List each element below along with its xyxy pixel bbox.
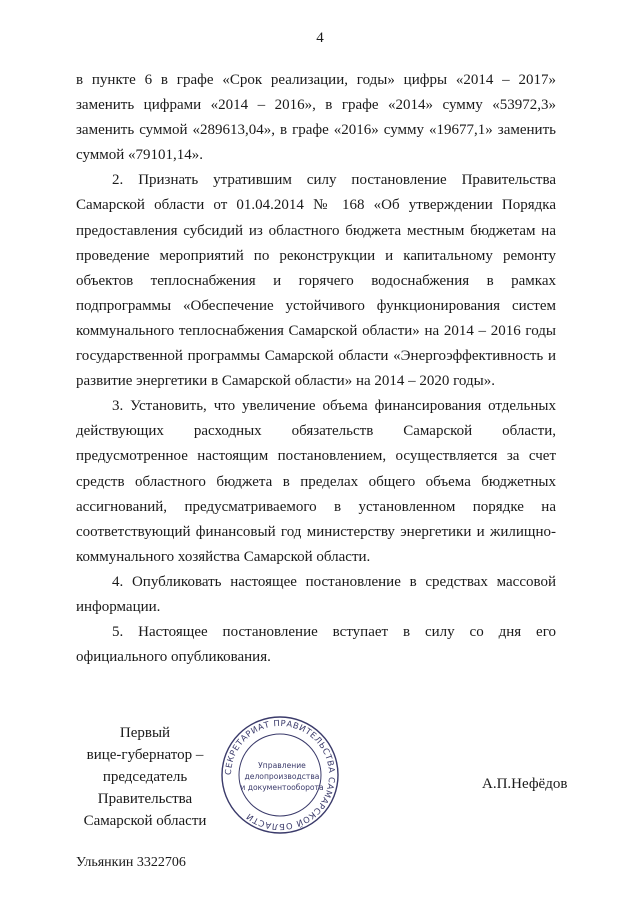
- paragraph-3: 3. Установить, что увеличение объема финансирования отдельных действующих расходных обязательств Самарской области, предусмотренное настоящим постановлением, осуществляется за счет средств областного бюджета в пределах общего объема бюджетных ассигнований, предусматриваемого в установленном порядке на соответствующий финансовый год министерству энергетики и жилищно-коммунального хозяйства Самарской области.: [76, 398, 556, 565]
- signer-title-line-4: Самарской области: [83, 813, 207, 829]
- paragraph-5: 5. Настоящее постановление вступает в силу со дня его официального опубликования.: [76, 624, 556, 666]
- document-body: [76, 68, 556, 670]
- executor-contact: Ульянкин 3322706: [76, 855, 186, 870]
- paragraph-4: 4. Опубликовать настоящее постановление в средствах массовой информации.: [76, 573, 556, 615]
- paragraph-continuation: в пункте 6 в графе «Срок реализации, годы» цифры «2014 – 2017» заменить цифрами «2014 – 2016», в графе «2014» сумму «53972,3» заменить суммой «289613,04», в графе «2016» сумму «19677,1» заменить суммой «79101,14».: [76, 72, 556, 164]
- signature-block: [60, 722, 230, 832]
- seal-center-line-1: Управление: [258, 761, 306, 770]
- paragraph-2: 2. Признать утратившим силу постановление Правительства Самарской области от 01.04.2014 № 168 «Об утверждении Порядка предоставления субсидий из областного бюджета местным бюджетам на проведение мероприятий по реконструкции и капитальному ремонту объектов теплоснабжения и горячего водоснабжения в рамках подпрограммы «Обеспечение устойчивого функционирования систем коммунального теплоснабжения Самарской области» на 2014 – 2016 годы государственной программы Самарской области «Энергоэффективность и развитие энергетики в Самарской области» на 2014 – 2020 годы».: [76, 172, 556, 390]
- signer-title-line-3: председатель Правительства: [97, 769, 193, 807]
- seal-center-line-3: и документооборота: [240, 783, 324, 792]
- signer-title-line-1: Первый: [119, 725, 171, 741]
- seal-ring-text: СЕКРЕТАРИАТ ПРАВИТЕЛЬСТВА САМАРСКОЙ ОБЛАСТИ: [222, 717, 338, 833]
- seal-center-line-2: делопроизводства: [244, 772, 320, 781]
- signer-name: А.П.Нефёдов: [482, 776, 568, 792]
- page-number: 4: [316, 30, 324, 46]
- official-seal: [218, 713, 342, 837]
- signer-title-line-2: вице-губернатор –: [86, 747, 204, 763]
